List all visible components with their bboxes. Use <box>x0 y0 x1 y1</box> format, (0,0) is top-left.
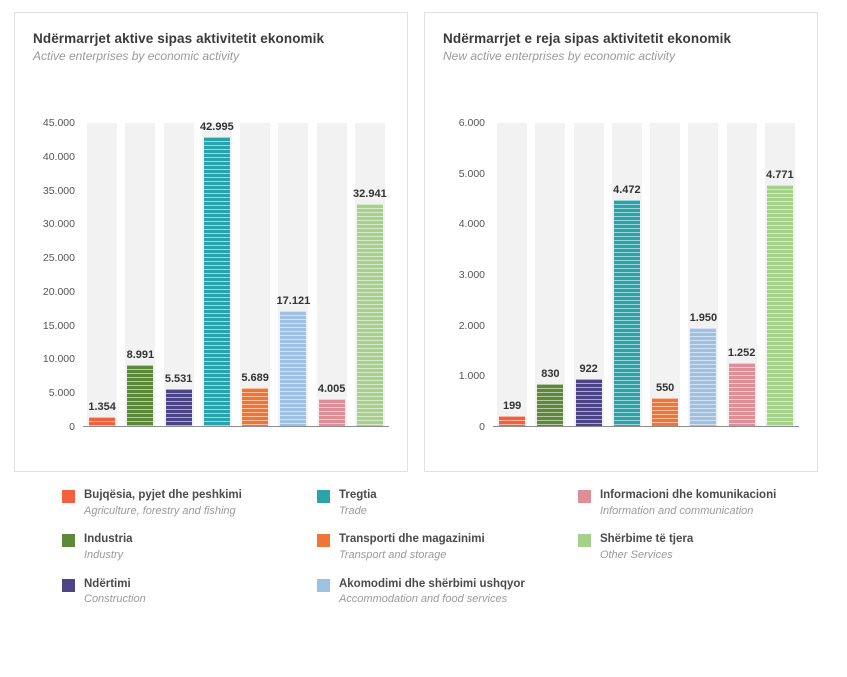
legend-label-sq: Tregtia <box>338 489 377 501</box>
legend-label-en: Agriculture, forestry and fishing <box>84 504 236 517</box>
bar-slot <box>160 123 198 426</box>
y-tick-label: 5.000 <box>458 167 485 180</box>
legend-color-swatch <box>317 579 330 592</box>
y-tick-label: 2.000 <box>458 319 485 332</box>
bar-texture <box>204 137 230 426</box>
legend-item[interactable] <box>317 532 560 562</box>
bar-texture <box>767 185 793 426</box>
legend-item[interactable] <box>62 577 287 607</box>
y-tick-label: 40.000 <box>42 150 75 163</box>
legend-color-swatch <box>62 490 75 503</box>
y-axis-labels-0 <box>29 117 81 433</box>
bar-slot <box>274 123 312 426</box>
y-axis-labels-1 <box>439 117 491 433</box>
y-tick-label: 4.000 <box>458 218 485 231</box>
column-background <box>317 123 347 426</box>
y-tick-label: 5.000 <box>48 387 75 400</box>
bar[interactable] <box>727 346 756 426</box>
legend-label-en: Information and communication <box>599 504 754 517</box>
bar-slot <box>493 123 531 426</box>
legend-label-en: Transport and storage <box>338 548 447 561</box>
legend-label-sq: Shërbime të tjera <box>599 533 694 546</box>
bar[interactable] <box>652 382 678 426</box>
legend-label-group <box>600 532 693 562</box>
legend-color-swatch <box>317 490 330 503</box>
bar[interactable] <box>689 311 718 426</box>
y-tick-label: 3.000 <box>458 269 485 281</box>
bar-value-label: 4.771 <box>766 169 794 182</box>
legend-item[interactable] <box>62 488 287 518</box>
chart-panel-active-enterprises <box>14 12 408 472</box>
y-tick-label: 30.000 <box>42 218 75 231</box>
page-subtitle: Active enterprises by economic activity <box>33 49 240 63</box>
bar-value-label: 42.995 <box>200 120 234 133</box>
y-tick-label: 10.000 <box>42 353 75 366</box>
y-tick-label: 35.000 <box>42 184 75 197</box>
legend-color-swatch <box>62 534 75 547</box>
bar[interactable] <box>164 372 193 426</box>
bar-value-label: 550 <box>655 382 675 395</box>
bar-value-label: 1.950 <box>689 311 718 324</box>
bar-slot <box>531 123 569 426</box>
bars-region-1 <box>493 123 799 427</box>
page-title: Ndërmarrjet aktive sipas aktivitetit ekonomik <box>33 31 325 46</box>
bar-slot <box>83 123 121 426</box>
bar[interactable] <box>499 399 525 426</box>
legend-label-sq: Ndërtimi <box>84 577 131 590</box>
bar[interactable] <box>766 169 794 426</box>
column-background <box>535 123 565 426</box>
legend-item[interactable] <box>62 532 287 562</box>
bar-value-label: 4.472 <box>613 184 641 197</box>
legend-label-group <box>339 577 525 607</box>
legend-label-sq: Bujqësia, pyjet dhe peshkimi <box>84 489 242 501</box>
bar-value-label: 922 <box>579 363 598 376</box>
bar[interactable] <box>200 120 234 426</box>
legend-label-group <box>84 488 242 518</box>
legend-label-group <box>84 577 146 607</box>
page-title-2: Ndërmarrjet e reja sipas aktivitetit ekonomik <box>443 31 732 46</box>
bar-texture <box>576 379 602 426</box>
bar-value-label: 1.354 <box>88 400 116 413</box>
legend-color-swatch <box>578 534 591 547</box>
bar-texture <box>614 200 640 426</box>
bar-texture <box>127 365 153 426</box>
bar[interactable] <box>317 383 346 426</box>
legend-label-group <box>339 532 485 562</box>
legend-label-sq: Transporti dhe magazinimi <box>338 533 485 546</box>
legend-item[interactable] <box>578 488 833 518</box>
bar-texture <box>166 389 192 426</box>
bar-texture <box>690 328 716 426</box>
bar-slot <box>198 120 236 426</box>
y-tick-label: 15.000 <box>42 319 75 332</box>
y-tick-label: 45.000 <box>42 117 75 129</box>
legend-label-en: Industry <box>84 548 124 561</box>
bar-texture <box>652 398 678 426</box>
bar-slot <box>646 123 684 426</box>
bar-slot <box>761 123 799 426</box>
bar-slot <box>723 123 761 426</box>
legend-label-sq: Akomodimi dhe shërbimi ushqyor <box>338 577 525 590</box>
legend-item[interactable] <box>578 532 833 562</box>
plot-area-0 <box>29 117 393 453</box>
bars-region-0 <box>83 120 389 427</box>
bar-value-label: 5.531 <box>164 372 193 385</box>
legend-label-sq: Industria <box>84 533 133 546</box>
bar-slot <box>121 123 159 426</box>
bar-slot <box>684 123 722 426</box>
bar[interactable] <box>241 371 269 426</box>
legend-label-sq: Informacioni dhe komunikacioni <box>599 489 777 501</box>
y-tick-label: 20.000 <box>42 285 75 298</box>
legend-column-1 <box>14 488 287 621</box>
y-tick-label: 0 <box>479 421 485 433</box>
legend-label-en: Other Services <box>599 548 673 561</box>
bar-value-label: 5.689 <box>241 371 269 384</box>
bar-value-label: 830 <box>541 368 560 381</box>
legend-item[interactable] <box>317 488 560 518</box>
bar-value-label: 32.941 <box>353 188 387 201</box>
bar-value-label: 8.991 <box>126 349 155 362</box>
bar-slot <box>570 123 608 426</box>
bar[interactable] <box>353 188 387 426</box>
column-background <box>650 123 680 426</box>
y-tick-label: 1.000 <box>458 370 485 383</box>
bar[interactable] <box>537 368 563 426</box>
legend <box>14 488 833 621</box>
bar-value-label: 1.252 <box>727 346 756 359</box>
bar-value-label: 4.005 <box>317 383 346 396</box>
bar-texture <box>357 204 383 426</box>
bar[interactable] <box>613 184 641 426</box>
chart-panel-new-enterprises <box>424 12 818 472</box>
bar[interactable] <box>88 400 116 426</box>
bar-texture <box>319 399 345 426</box>
legend-color-swatch <box>62 579 75 592</box>
bar[interactable] <box>276 294 311 426</box>
y-tick-label: 6.000 <box>458 117 485 129</box>
legend-label-group <box>84 532 133 562</box>
bar-value-label: 17.121 <box>276 294 311 307</box>
bar[interactable] <box>576 363 602 426</box>
bar-texture <box>280 311 306 426</box>
legend-label-group <box>600 488 776 518</box>
legend-color-swatch <box>317 534 330 547</box>
bar-slot <box>313 123 351 426</box>
legend-label-group <box>339 488 377 518</box>
page-subtitle-2: New active enterprises by economic activity <box>443 49 676 63</box>
y-tick-label: 0 <box>69 421 75 433</box>
legend-label-en: Trade <box>338 504 367 517</box>
bar-slot <box>351 123 389 426</box>
bar[interactable] <box>126 349 155 426</box>
y-tick-label: 25.000 <box>42 252 75 265</box>
legend-column-3 <box>560 488 833 621</box>
bar-texture <box>89 417 115 426</box>
plot-area-1 <box>439 117 803 453</box>
bar-slot <box>236 123 274 426</box>
bar-texture <box>499 416 525 426</box>
bar-slot <box>608 123 646 426</box>
bar-texture <box>242 388 268 426</box>
column-background <box>87 123 117 426</box>
bar-texture <box>729 363 755 426</box>
legend-column-2 <box>287 488 560 621</box>
legend-color-swatch <box>578 490 591 503</box>
legend-label-en: Accommodation and food services <box>338 593 508 606</box>
legend-item[interactable] <box>317 577 560 607</box>
bar-texture <box>537 384 563 426</box>
column-background <box>497 123 527 426</box>
legend-label-en: Construction <box>84 593 146 606</box>
bar-value-label: 199 <box>502 399 522 412</box>
